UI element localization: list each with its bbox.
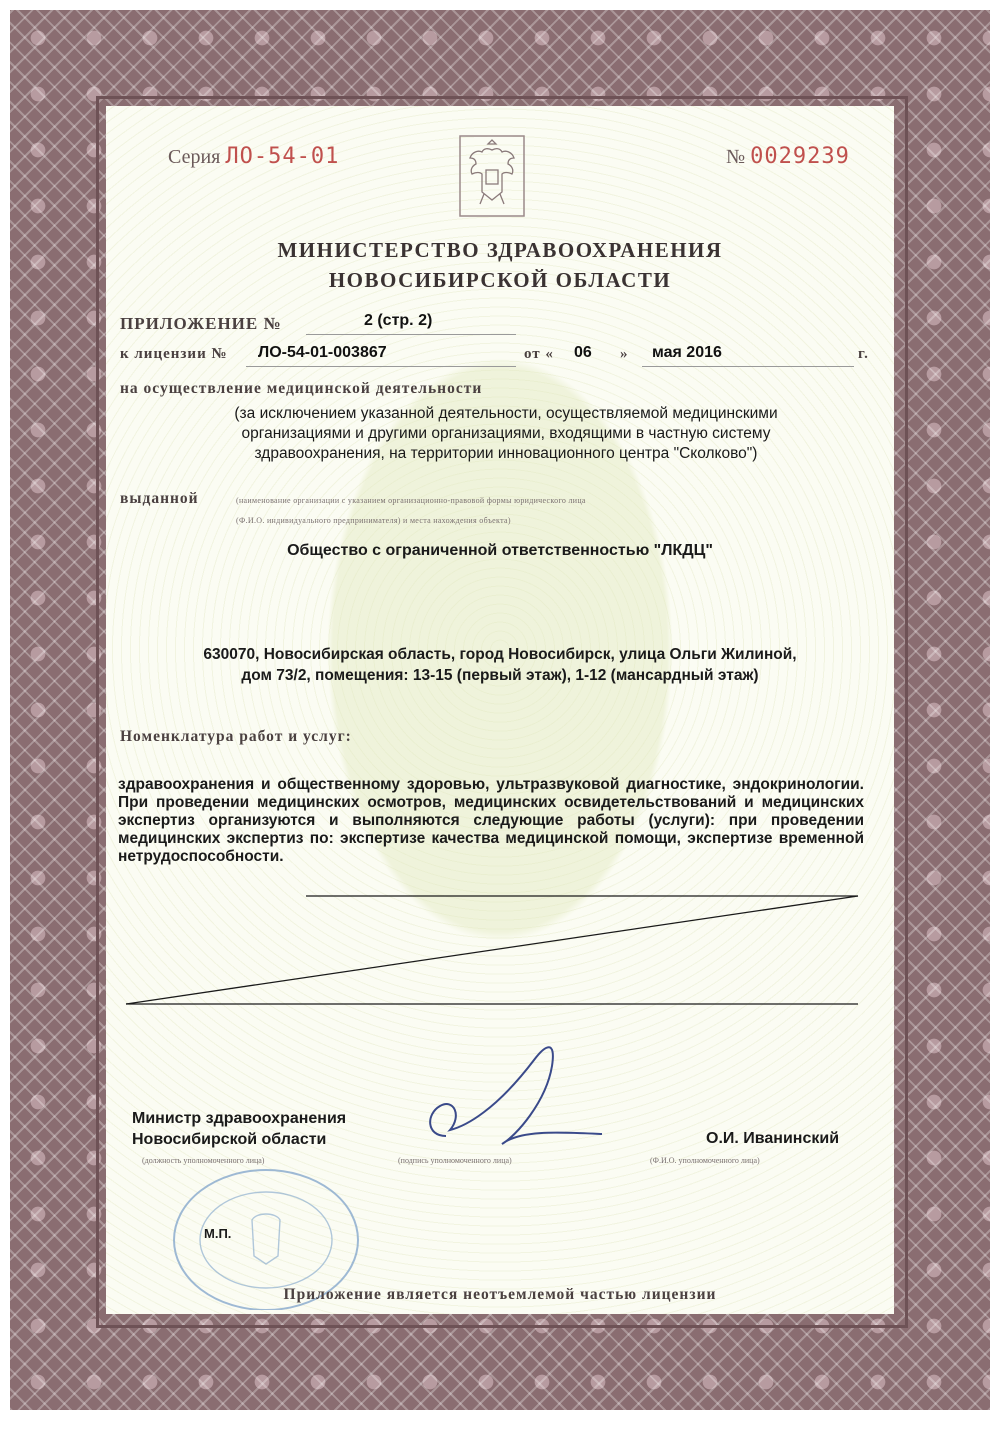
issued-hint-line1: (наименование организации с указанием организационно-правовой формы юридического лица [236, 496, 586, 505]
name-caption: (Ф.И.О. уполномоченного лица) [650, 1156, 760, 1165]
license-year-suffix: г. [858, 346, 869, 362]
license-number: ЛО-54-01-003867 [258, 344, 387, 361]
number-value: 0029239 [750, 144, 850, 169]
organization-address [106, 644, 894, 686]
activity-description [166, 404, 846, 464]
license-month-year: мая 2016 [652, 344, 722, 361]
position-caption: (должность уполномоченного лица) [142, 1156, 265, 1165]
number-label: № [726, 146, 746, 168]
series-field [168, 144, 339, 169]
activity-line: организациями и другими организациями, входящими в частную систему [241, 425, 771, 442]
nomenclature-text: здравоохранения и общественному здоровью, ультразвуковой диагностике, эндокринологии. При проведении медицинских осмотров, медицинских освидетельствований и медицинских экспертиз организуются и выполняются следующие работы (услуги): при проведении медицинских экспертиз по: экспертизе качества медицинской помощи, экспертизе временной нетрудоспособности. [118, 776, 864, 865]
address-line: дом 73/2, помещения: 13-15 (первый этаж), 1-12 (мансардный этаж) [241, 667, 759, 684]
activity-label: на осуществление медицинской деятельности [120, 380, 483, 397]
activity-line: здравоохранения, на территории инновационного центра "Сколково") [254, 445, 758, 462]
ministry-title-line1: МИНИСТЕРСТВО ЗДРАВООХРАНЕНИЯ [277, 238, 723, 262]
appendix-value: 2 (стр. 2) [364, 312, 433, 329]
position-line: Новосибирской области [132, 1131, 327, 1148]
license-label: к лицензии № [120, 346, 228, 362]
issued-hint-line2: (Ф.И.О. индивидуального предпринимателя) и места нахождения объекта) [236, 516, 511, 525]
organization-name: Общество с ограниченной ответственностью "ЛКДЦ" [287, 542, 713, 559]
stamp-label: М.П. [204, 1226, 232, 1241]
series-value: ЛО-54-01 [225, 144, 340, 169]
license-appendix-page [106, 106, 894, 1314]
coat-of-arms-icon [458, 134, 526, 218]
signatory-name: О.И. Иванинский [706, 1130, 840, 1147]
activity-line: (за исключением указанной деятельности, осуществляемой медицинскими [234, 405, 778, 422]
signatory-position [132, 1108, 346, 1150]
license-from-label: от « [524, 346, 554, 362]
license-day-close: » [620, 346, 629, 362]
license-day: 06 [574, 344, 592, 361]
number-field [726, 144, 850, 169]
issued-label: выданной [120, 490, 199, 507]
cancellation-lines [106, 886, 894, 1016]
footer-note: Приложение является неотъемлемой частью лицензии [283, 1286, 717, 1303]
handwritten-signature [406, 1026, 606, 1166]
nomenclature-label: Номенклатура работ и услуг: [120, 728, 352, 745]
signature-caption: (подпись уполномоченного лица) [398, 1156, 512, 1165]
appendix-label: ПРИЛОЖЕНИЕ № [120, 314, 282, 333]
address-line: 630070, Новосибирская область, город Новосибирск, улица Ольги Жилиной, [203, 646, 797, 663]
ministry-title-line2: НОВОСИБИРСКОЙ ОБЛАСТИ [328, 268, 672, 292]
position-line: Министр здравоохранения [132, 1110, 347, 1127]
series-label: Серия [168, 146, 221, 168]
